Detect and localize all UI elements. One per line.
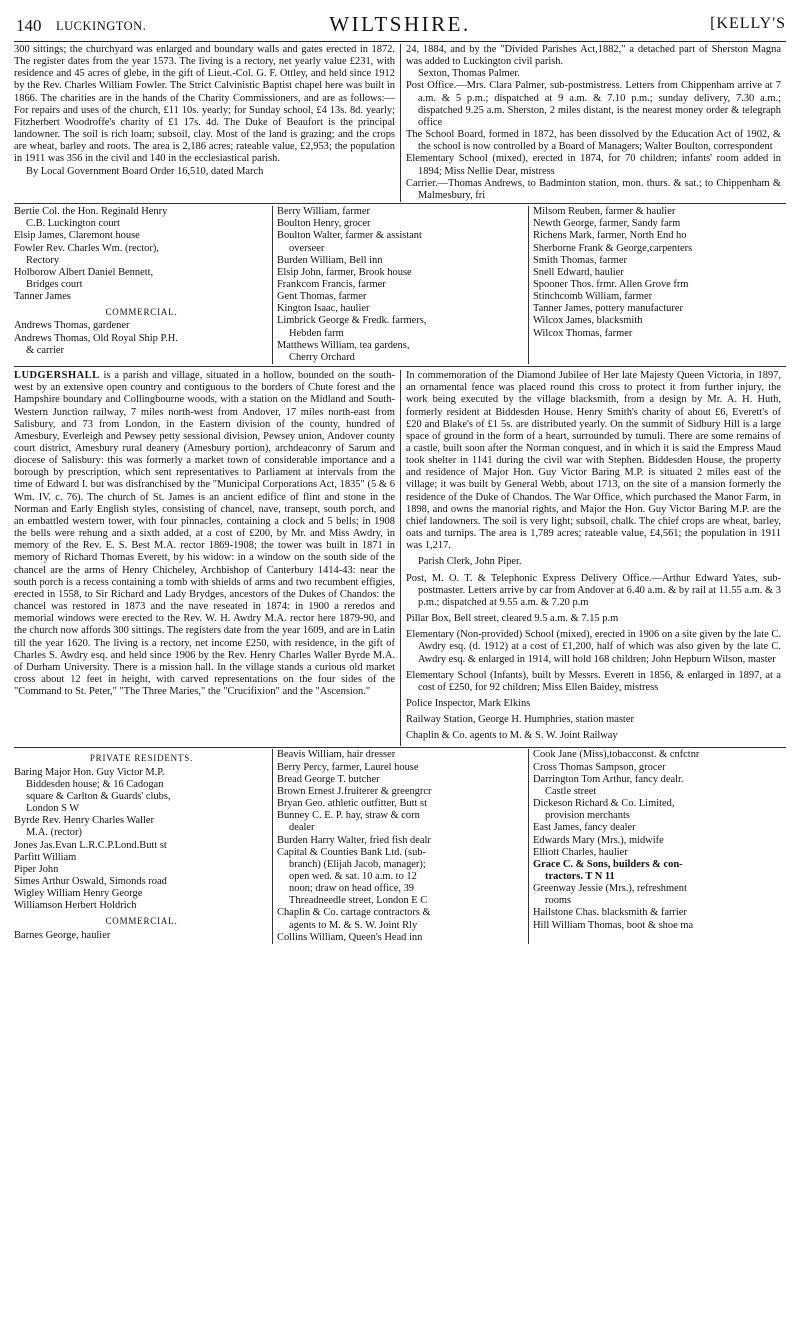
directory-entry: East James, fancy dealer [533,822,636,834]
directory-entry: Berry Percy, farmer, Laurel house [277,761,419,773]
directory-entry: overseer [289,242,325,254]
directory-entry: Hebden farm [289,327,344,339]
directory-entry: Andrews Thomas, Old Royal Ship P.H. [14,332,178,344]
directory-entry: Bunney C. E. P. hay, straw & corn [277,810,420,822]
directory-entry: M.A. (rector) [26,827,82,839]
directory-entry: Tanner James, pottery manufacturer [533,303,683,315]
ludgershall-entries-col2 [277,749,525,944]
directory-entry: London S W [26,803,80,815]
directory-entry: Darrington Tom Arthur, fancy dealr. [533,773,684,785]
directory-entry: Edwards Mary (Mrs.), midwife [533,834,664,846]
directory-entry: Spooner Thos. frmr. Allen Grove frm [533,278,689,290]
directory-entry: Frankcom Francis, farmer [277,278,386,290]
directory-entry: Limbrick George & Fredk. farmers, [277,315,427,327]
directory-entry: C.B. Luckington court [26,218,120,230]
luckington-sexton: Sexton, Thomas Palmer. [418,68,520,80]
page-number: 140 [16,16,42,35]
ludgershall-title: LUDGERSHALL [14,370,100,382]
ludgershall-post: Post, M. O. T. & Telephonic Express Delivery Office.—Arthur Edward Yates, sub-postmaster. Letters arrive by car from Andover at 6.40 a.m. & by rail at 11.55 a.m. & 3 p.m.; dispatched at 9.55 a.m. & 7.20 p.m [406,572,781,608]
directory-entry: Wilcox James, blacksmith [533,315,643,327]
directory-entry: Hailstone Chas. blacksmith & farrier [533,907,687,919]
directory-entry: Berry William, farmer [277,206,370,218]
directory-entry: provision merchants [545,810,630,822]
directory-entry: Snell Edward, haulier [533,266,624,278]
directory-entry: Tanner James [14,291,71,303]
luckington-history: 300 sittings; the churchyard was enlarged and boundary walls and gates erected in 1872. The register dates from the year 1573. The living is a rectory, net yearly value £231, with residence and 45 acres of glebe, in the gift of Lieut.-Col. G. F. Ottley, and held since 1912 by the Rev. Charles William Fowler. The Strict Calvinistic Baptist chapel here was built in 1866. The charities are in the hands of the Charity Commissioners, and are as follows:—For repairs and uses of the church, £11 10s. yearly; for Sunday school, £4 13s. 8d. yearly; Fitzherbert Woodroffe's charity of £1 17s. 4d. The Duke of Beaufort is the principal landowner. The soil is rich loam; subsoil, clay. Most of the land is grazing; and the crops are wheat, barley and roots. The area is 2,186 acres; rateable value, £2,953; the population in 1911 was 356 in the civil and 140 in the ecclesiastical parish. [14,44,395,165]
luckington-civil-parish: 24, 1884, and by the "Divided Parishes Act,1882," a detached part of Sherston Magna was added to Luckington civil parish. [406,44,781,68]
directory-entry: Fowler Rev. Charles Wm. (rector), [14,242,159,254]
directory-entry: Williamson Herbert Holdrich [14,900,137,912]
directory-entry: Cook Jane (Miss),tobacconst. & cnfctnr [533,749,700,761]
directory-entry: Gent Thomas, farmer [277,291,367,303]
luckington-school-board: The School Board, formed in 1872, has been dissolved by the Education Act of 1902, & the school is now controlled by a Board of Managers; Walter Boulton, correspondent [406,129,781,153]
ludgershall-railway: Railway Station, George H. Humphries, station master [406,714,634,726]
directory-entry: agents to M. & S. W. Joint Rly [289,919,418,931]
directory-entry: open wed. & sat. 10 a.m. to 12 [289,871,417,882]
directory-entry: Bread George T. butcher [277,773,380,785]
luckington-entries-col3 [533,206,781,364]
ludgershall-jubilee-text: In commemoration of the Diamond Jubilee of Her late Majesty Queen Victoria, in 1897, an ornamental fence was placed round this cross to protect it from further injury, the work being executed by the village blacksmith, from a design by Mr. A. H. Huth, formerly resident at Biddesden House. Henry Smith's charity of about £6, Everett's of £20 and Blake's of £1 5s. are distributed yearly. On the summit of Sidbury Hill is a large space of ground in the form of a heart, surrounded by tumuli. There are some remains of a castle, built soon after the Norman conquest, and in which it is said the Empress Maud took shelter in 1141 during the civil war with Stephen. Biddesden House, the property and residence of Major Hon. Guy Victor Baring M.P. is situated 2 miles east of the village; it was built by General Webb, about 1713, on the site of a mansion formerly the residence of the Duke of Chandos. The War Office, which purchased the Manor Farm, in 1898, and owns the manorial rights, and Major the Hon. Guy Victor Baring M.P. are the chief landowners. The soil is very light; subsoil, chalk. The chief crops are wheat, barley, oats and turnips. The area is 1,789 acres; rateable value, £4,561; the population in 1911 was 1,217. [406,370,781,552]
directory-entry: Barnes George, haulier [14,929,111,941]
directory-entry: Cherry Orchard [289,351,355,363]
directory-entry: Castle street [545,785,597,797]
directory-entry: Hill William Thomas, boot & shoe ma [533,919,694,931]
directory-entry: Andrews Thomas, gardener [14,320,130,332]
directory-entry: Elliott Charles, haulier [533,846,628,858]
directory-entry: Capital & Counties Bank Ltd. (sub- [277,846,427,858]
directory-entry: Collins William, Queen's Head inn [277,931,423,943]
directory-entry: Burden William, Bell inn [277,254,383,266]
publisher-mark: [KELLY'S [710,15,786,32]
directory-entry: tractors. T N 11 [545,871,615,882]
luckington-entries-col2 [277,206,525,364]
column-divider [400,44,401,202]
directory-entry: & carrier [26,344,64,356]
private-residents-heading: PRIVATE RESIDENTS. [89,753,194,764]
directory-entry: Brown Ernest J.fruiterer & greengrcr [277,785,432,797]
directory-entry: Piper John [14,863,59,875]
ludgershall-elementary-infants: Elementary School (Infants), built by Messrs. Everett in 1856, & enlarged in 1897, at a cost of £250, for 92 children; Miss Ellen Baidey, mistress [406,669,781,693]
ludgershall-history-text: is a parish and village, situated in a hollow, bounded on the south-west by an extensive open country and contiguous to the borders of Chute forest and the Hampshire boundary and Collingbourne woods, with a station on the Midland and South-Western Junction railway, 7 miles north-west from Andover, 17 miles north-east from Salisbury, and 73 from London, in the Eastern division of the county, hundred of Amesbury, Everleigh and Pewsey petty sessional division, Pewsey union, Andover county court district, Amesbury rural deanery (Amesbury portion), archdeaconry of Sarum and diocese of Salisbury: this was formerly a market town of considerable importance and a borough by prescription, which sent representatives to Parliament at intervals from the time of Edward I. but was disfranchised by the "Municipal Corporations Act, 1835" (5 & 6 Wm. IV. c. 76). The church of St. James is an ancient edifice of flint and stone in the Norman and Early English styles, consisting of chancel, nave, transept, south porch, and an embattled western tower, with four pinnacles, containing a clock and 5 bells; in 1908 the bells were rehung and a sixth added, at a cost of £200, by Mr. and Miss Awdry, in memory of the Rev. E. S. Best M.A. rector 1869-1908; the tower was built in 1871 in memory of Richard Thomas Everett, by his widow: in a window on the south side of the chancel are the arms of Henry Chicheley, Archbishop of Canterbury 1414-43: near the south porch is a recess containing a tomb with shields of arms and two recumbent effigies, erected in 1558, to Sir Richard and Lady Brydges, ancestors of the Dukes of Chandos: the chancel was restored in 1873 and the nave reseated in 1874: in 1900 a reredos and memorial windows were erected to the Rev. W. H. Awdry M.A. rector here 1879-90, and the church now affords 300 sittings. The registers date from the year 1609, and are in Latin till the year 1620. The living is a rectory, net income £250, with residence, in the gift of Charles S. Awdry esq. and held since 1906 by the Rev. Henry Charles Waller Byrde M.A. of Durham University. There is a mission hall. In the village stands a curious old market cross about 12 feet in height, with carved representations on the four sides of the "Command to St. Peter," "The Three Maries," the "Crucifixion" and the "Ascension." [14,370,395,698]
directory-entry: Grace C. & Sons, builders & con- [533,858,683,870]
directory-entry: Rectory [26,254,60,266]
luckington-elementary-school: Elementary School (mixed), erected in 1874, for 70 children; infants' room added in 1894; Miss Nellie Dear, mistress [406,153,781,177]
commercial-heading: COMMERCIAL. [105,916,178,927]
directory-entry: Greenway Jessie (Mrs.), refreshment [533,883,687,895]
ludgershall-history [14,370,395,698]
ludgershall-pillar-box: Pillar Box, Bell street, cleared 9.5 a.m. & 7.15 p.m [406,613,619,625]
directory-entry: Parfitt William [14,851,77,863]
ludgershall-entries-col3 [533,749,781,944]
luckington-entries-col1 [14,206,269,364]
directory-entry: Wigley William Henry George [14,888,143,900]
directory-entry: Matthews William, tea gardens, [277,339,410,351]
directory-entry: Holborow Albert Daniel Bennett, [14,266,154,278]
directory-entry: Jones Jas.Evan L.R.C.P.Lond.Butt st [14,839,167,851]
ludgershall-description [14,370,786,746]
directory-entry: Wilcox Thomas, farmer [533,327,633,339]
ludgershall-desc-right [406,370,781,746]
directory-entry: Chaplin & Co. cartage contractors & [277,907,431,919]
directory-entry: Boulton Walter, farmer & assistant [277,230,422,242]
directory-entry: Smith Thomas, farmer [533,254,628,266]
ludgershall-elementary-mixed: Elementary (Non-provided) School (mixed), erected in 1906 on a site given by the late C. Awdry esq. (d. 1912) at a cost of £1,200, half of which was also given by the late C. Awdry esq. & enlarged in 1914, will hold 168 children; John Hepburn Wilson, master [406,629,781,665]
directory-entry: Byrde Rev. Henry Charles Waller [14,815,155,827]
directory-entry: Elsip James, Claremont house [14,230,140,242]
ludgershall-parish-clerk: Parish Clerk, John Piper. [418,556,522,568]
directory-entry: Elsip John, farmer, Brook house [277,266,412,278]
directory-entry: Bertie Col. the Hon. Reginald Henry [14,206,168,218]
directory-entry: Threadneedle street, London E C [289,895,428,907]
directory-entry: Baring Major Hon. Guy Victor M.P. [14,766,165,778]
directory-entry: Bridges court [26,278,83,290]
directory-entry: Stinchcomb William, farmer [533,291,653,303]
column-divider [400,370,401,746]
directory-entry: Simes Arthur Oswald, Simonds road [14,876,167,887]
directory-entry: Beavis William, hair dresser [277,749,396,761]
directory-entry: noon; draw on head office, 39 [289,883,415,895]
directory-entry: Bryan Geo. athletic outfitter, Butt st [277,798,428,810]
directory-entry: Burden Harry Walter, fried fish dealr [277,834,431,846]
directory-entry: Newth George, farmer, Sandy farm [533,218,681,230]
luckington-desc-left [14,44,395,202]
directory-entry: rooms [545,895,572,907]
directory-entry: dealer [289,822,315,834]
directory-entry: square & Carlton & Guards' clubs, [26,790,171,802]
directory-page [14,12,786,1307]
directory-entry: Milsom Reuben, farmer & haulier [533,206,676,218]
ludgershall-entries-col1 [14,749,269,944]
running-place: LUCKINGTON. [56,19,147,33]
commercial-heading: COMMERCIAL. [105,307,178,318]
luckington-post-office: Post Office.—Mrs. Clara Palmer, sub-postmistress. Letters from Chippenham arrive at 7 a.m. & 5 p.m.; dispatched at 9 a.m. & 7.10 p.m.; sunday delivery, 7.30 a.m.; dispatched 9.25 a.m. Sherston, 2 miles distant, is the nearest money order & telegraph office [406,80,781,128]
directory-entry: Biddesden house; & 16 Cadogan [26,778,164,790]
ludgershall-desc-left [14,370,395,746]
luckington-desc-right [406,44,781,202]
ludgershall-police: Police Inspector, Mark Elkins [406,697,531,709]
directory-entry: Kington Isaac, haulier [277,303,370,315]
luckington-lgb-order: By Local Government Board Order 16,510, dated March [26,165,264,177]
directory-entry: branch) (Elijah Jacob, manager); [289,858,426,870]
luckington-entries [14,206,786,364]
page-header [14,12,786,42]
directory-entry: Sherborne Frank & George,carpenters [533,242,693,254]
directory-entry: Richens Mark, farmer, North End ho [533,230,687,242]
county-title: WILTSHIRE. [329,12,471,36]
directory-entry: Dickeson Richard & Co. Limited, [533,798,675,810]
luckington-description [14,44,786,202]
ludgershall-chaplin: Chaplin & Co. agents to M. & S. W. Joint Railway [406,730,618,742]
directory-entry: Boulton Henry, grocer [277,218,371,230]
ludgershall-entries [14,749,786,944]
luckington-carrier: Carrier.—Thomas Andrews, to Badminton station, mon. thurs. & sat.; to Chippenham & Malmesbury, fri [406,177,781,201]
directory-entry: Cross Thomas Sampson, grocer [533,761,666,773]
